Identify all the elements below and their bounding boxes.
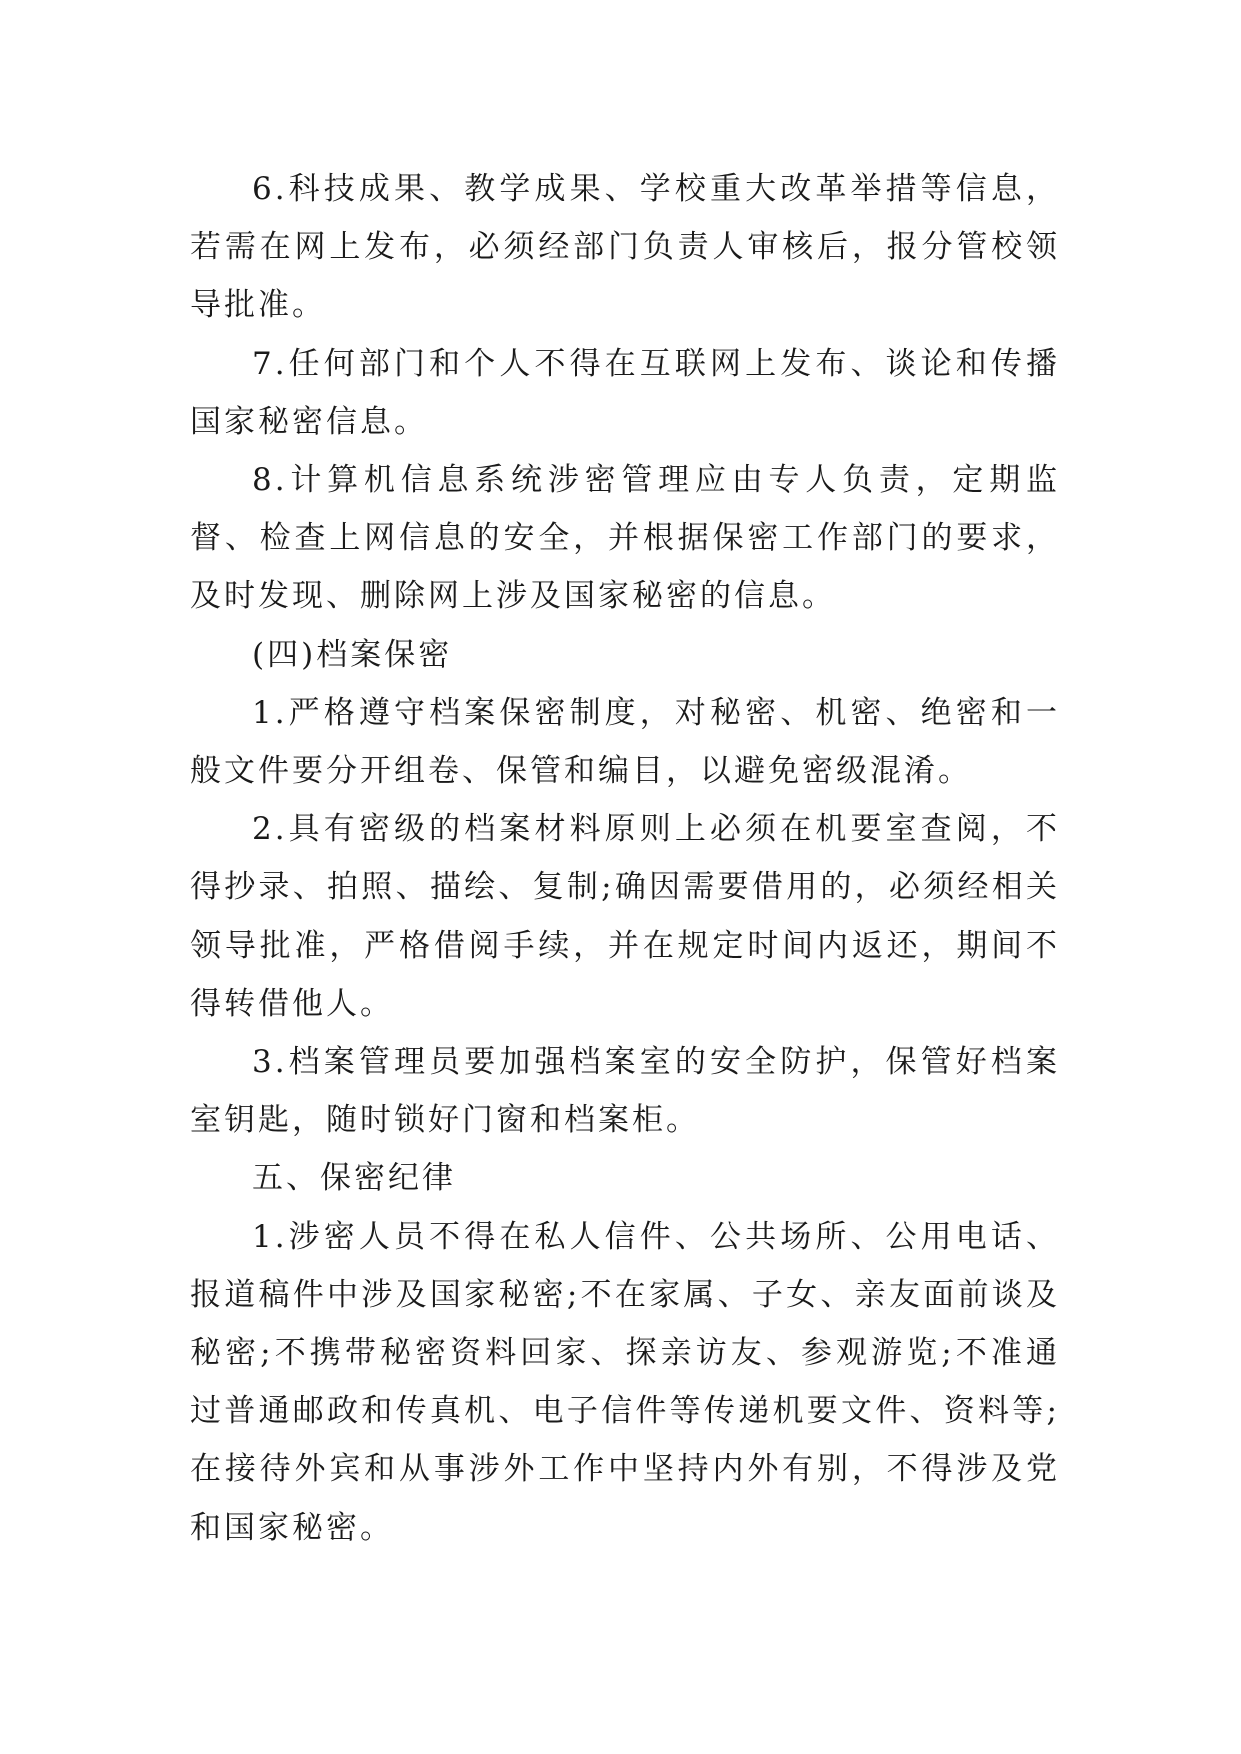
- section-heading-archive-secrecy: (四)档案保密: [252, 636, 453, 673]
- paragraph-item-6: 6.科技成果、教学成果、学校重大改革举措等信息，若需在网上发布，必须经部门负责人审核后，报分管校领导批准。: [190, 171, 1060, 324]
- document-body: [190, 160, 1060, 1557]
- paragraph-archive-item-1: 1.严格遵守档案保密制度，对秘密、机密、绝密和一般文件要分开组卷、保管和编目，以避免密级混淆。: [190, 694, 1060, 790]
- paragraph-archive-item-3: 3.档案管理员要加强档案室的安全防护，保管好档案室钥匙，随时锁好门窗和档案柜。: [190, 1044, 1060, 1139]
- paragraph-discipline-item-1: 1.涉密人员不得在私人信件、公共场所、公用电话、报道稿件中涉及国家秘密;不在家属、子女、亲友面前谈及秘密;不携带秘密资料回家、探亲访友、参观游览;不准通过普通邮政和传真机、电子信件等传递机要文件、资料等;在接待外宾和从事涉外工作中坚持内外有别，不得涉及党和国家秘密。: [190, 1218, 1060, 1546]
- paragraph-item-7: 7.任何部门和个人不得在互联网上发布、谈论和传播国家秘密信息。: [190, 345, 1060, 440]
- section-heading-secrecy-discipline: 五、保密纪律: [252, 1160, 456, 1197]
- paragraph-archive-item-2: 2.具有密级的档案材料原则上必须在机要室查阅，不得抄录、拍照、描绘、复制;确因需要借用的，必须经相关领导批准，严格借阅手续，并在规定时间内返还，期间不得转借他人。: [190, 811, 1060, 1022]
- paragraph-item-8: 8.计算机信息系统涉密管理应由专人负责，定期监督、检查上网信息的安全，并根据保密工作部门的要求，及时发现、删除网上涉及国家秘密的信息。: [190, 462, 1060, 615]
